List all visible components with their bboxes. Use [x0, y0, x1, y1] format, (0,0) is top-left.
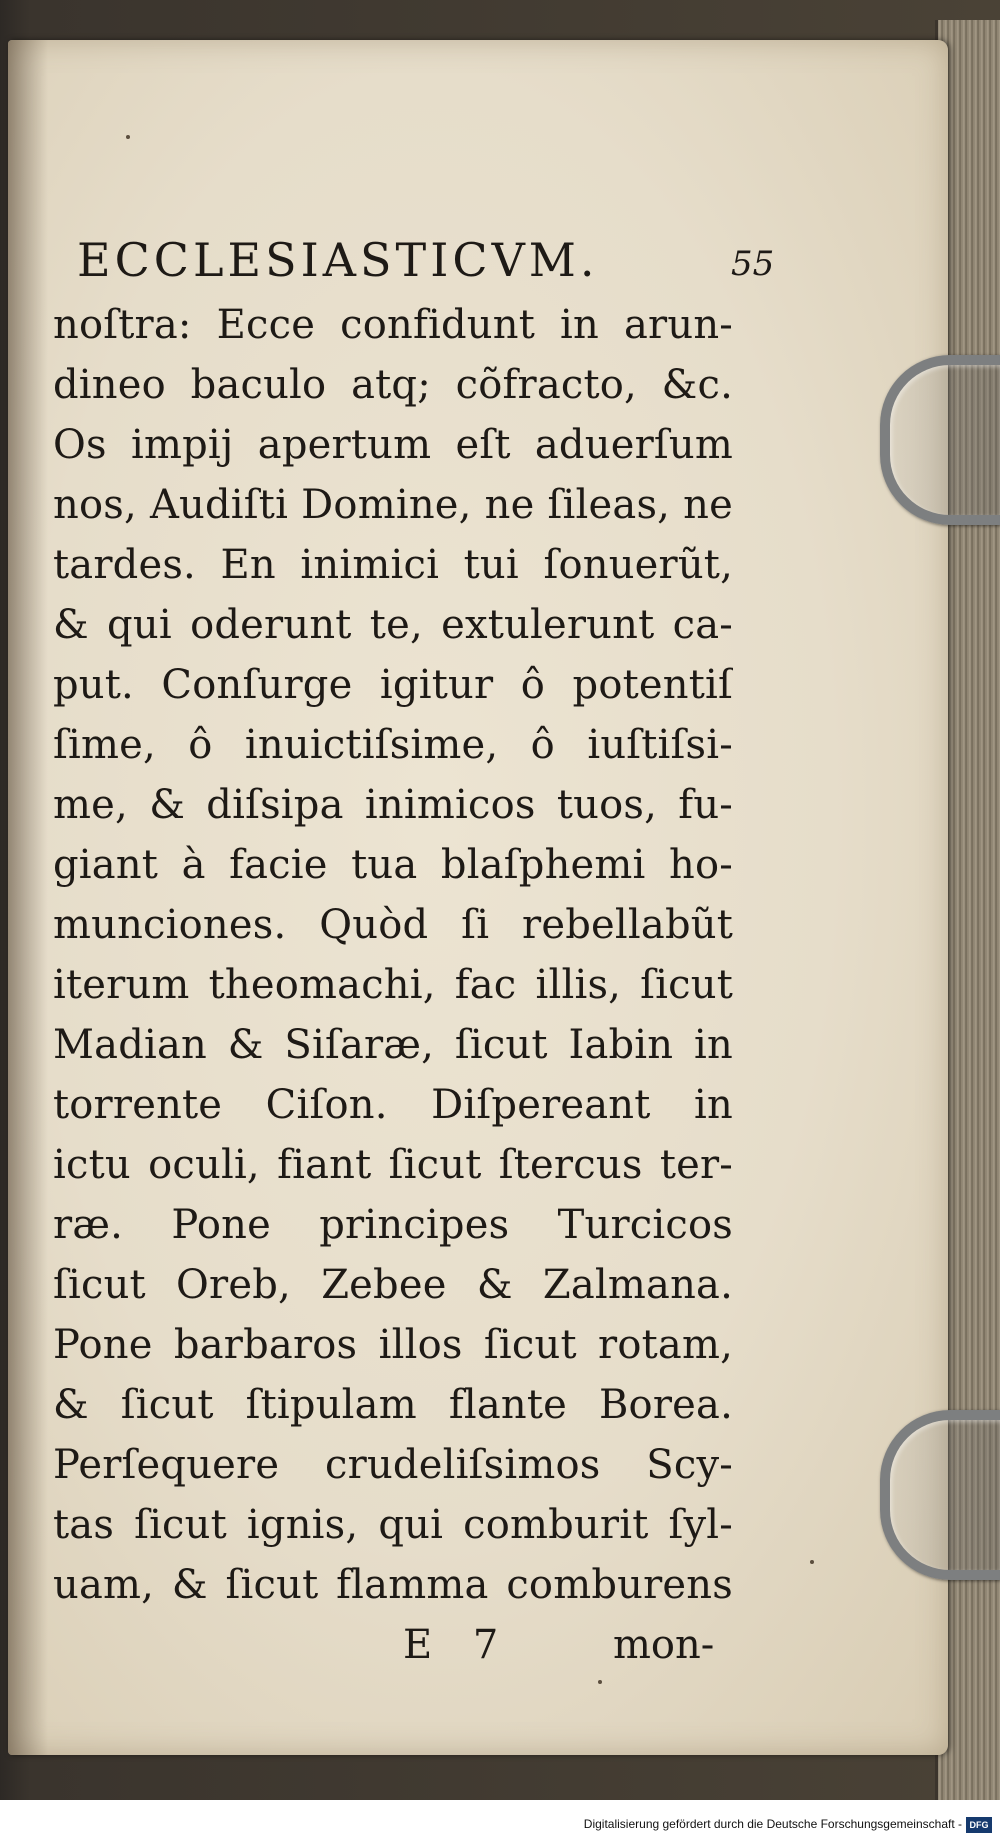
text-line-13: Madian & Siſaræ, ſicut Iabin in [53, 1022, 733, 1068]
catchword: mon- [613, 1622, 715, 1668]
text-line-1: noſtra: Ecce confidunt in arun- [53, 302, 733, 348]
text-line-10: giant à facie tua blaſphemi ho- [53, 842, 733, 888]
book-page [8, 40, 948, 1755]
page-clip-bottom [880, 1410, 1000, 1580]
page-footer-line [53, 1615, 733, 1675]
text-line-11: munciones. Quòd ſi rebellabũt [53, 902, 733, 948]
running-head-title: ECCLESIASTICVM. [77, 233, 599, 287]
text-line-20: Perſequere crudeliſsimos Scy- [53, 1442, 733, 1488]
text-line-18: Pone barbaros illos ſicut rotam, [53, 1322, 733, 1368]
text-line-9: me, & diſsipa inimicos tuos, fu- [53, 782, 733, 828]
attribution-bar [0, 1800, 1000, 1845]
gutter-shadow [8, 40, 48, 1755]
text-line-22: uam, & ſicut flamma comburens [53, 1562, 733, 1608]
text-line-7: put. Conſurge igitur ô potentiſ [53, 662, 733, 708]
text-line-14: torrente Ciſon. Diſpereant in [53, 1082, 733, 1128]
text-line-12: iterum theomachi, fac illis, ſicut [53, 962, 733, 1008]
ink-speck [126, 135, 130, 139]
dfg-logo: DFG [966, 1817, 992, 1833]
text-line-17: ſicut Oreb, Zebee & Zalmana. [53, 1262, 733, 1308]
page-text-block [53, 225, 775, 1675]
text-line-16: ræ. Pone principes Turcicos [53, 1202, 733, 1248]
attribution-text: Digitalisierung gefördert durch die Deutsche Forschungsgemeinschaft - [583, 1817, 962, 1831]
ink-speck [810, 1560, 814, 1564]
page-clip-top [880, 355, 1000, 525]
text-line-21: tas ſicut ignis, qui comburit ſyl- [53, 1502, 733, 1548]
text-line-8: ſime, ô inuictiſsime, ô iuſtiſsi- [53, 722, 733, 768]
page-number: 55 [731, 244, 775, 284]
text-line-2: dineo baculo atq; cõfracto, &c. [53, 362, 733, 408]
text-line-5: tardes. En inimici tui ſonuerũt, [53, 542, 733, 588]
text-line-4: nos, Audiſti Domine, ne ſileas, ne [53, 482, 733, 528]
signature-mark: E 7 [403, 1622, 513, 1668]
text-line-19: & ſicut ſtipulam flante Borea. [53, 1382, 733, 1428]
text-line-3: Os impij apertum eſt aduerſum [53, 422, 733, 468]
running-head [53, 225, 775, 295]
text-line-6: & qui oderunt te, extulerunt ca- [53, 602, 733, 648]
text-line-15: ictu oculi, fiant ſicut ſtercus ter- [53, 1142, 733, 1188]
ink-speck [598, 1680, 602, 1684]
